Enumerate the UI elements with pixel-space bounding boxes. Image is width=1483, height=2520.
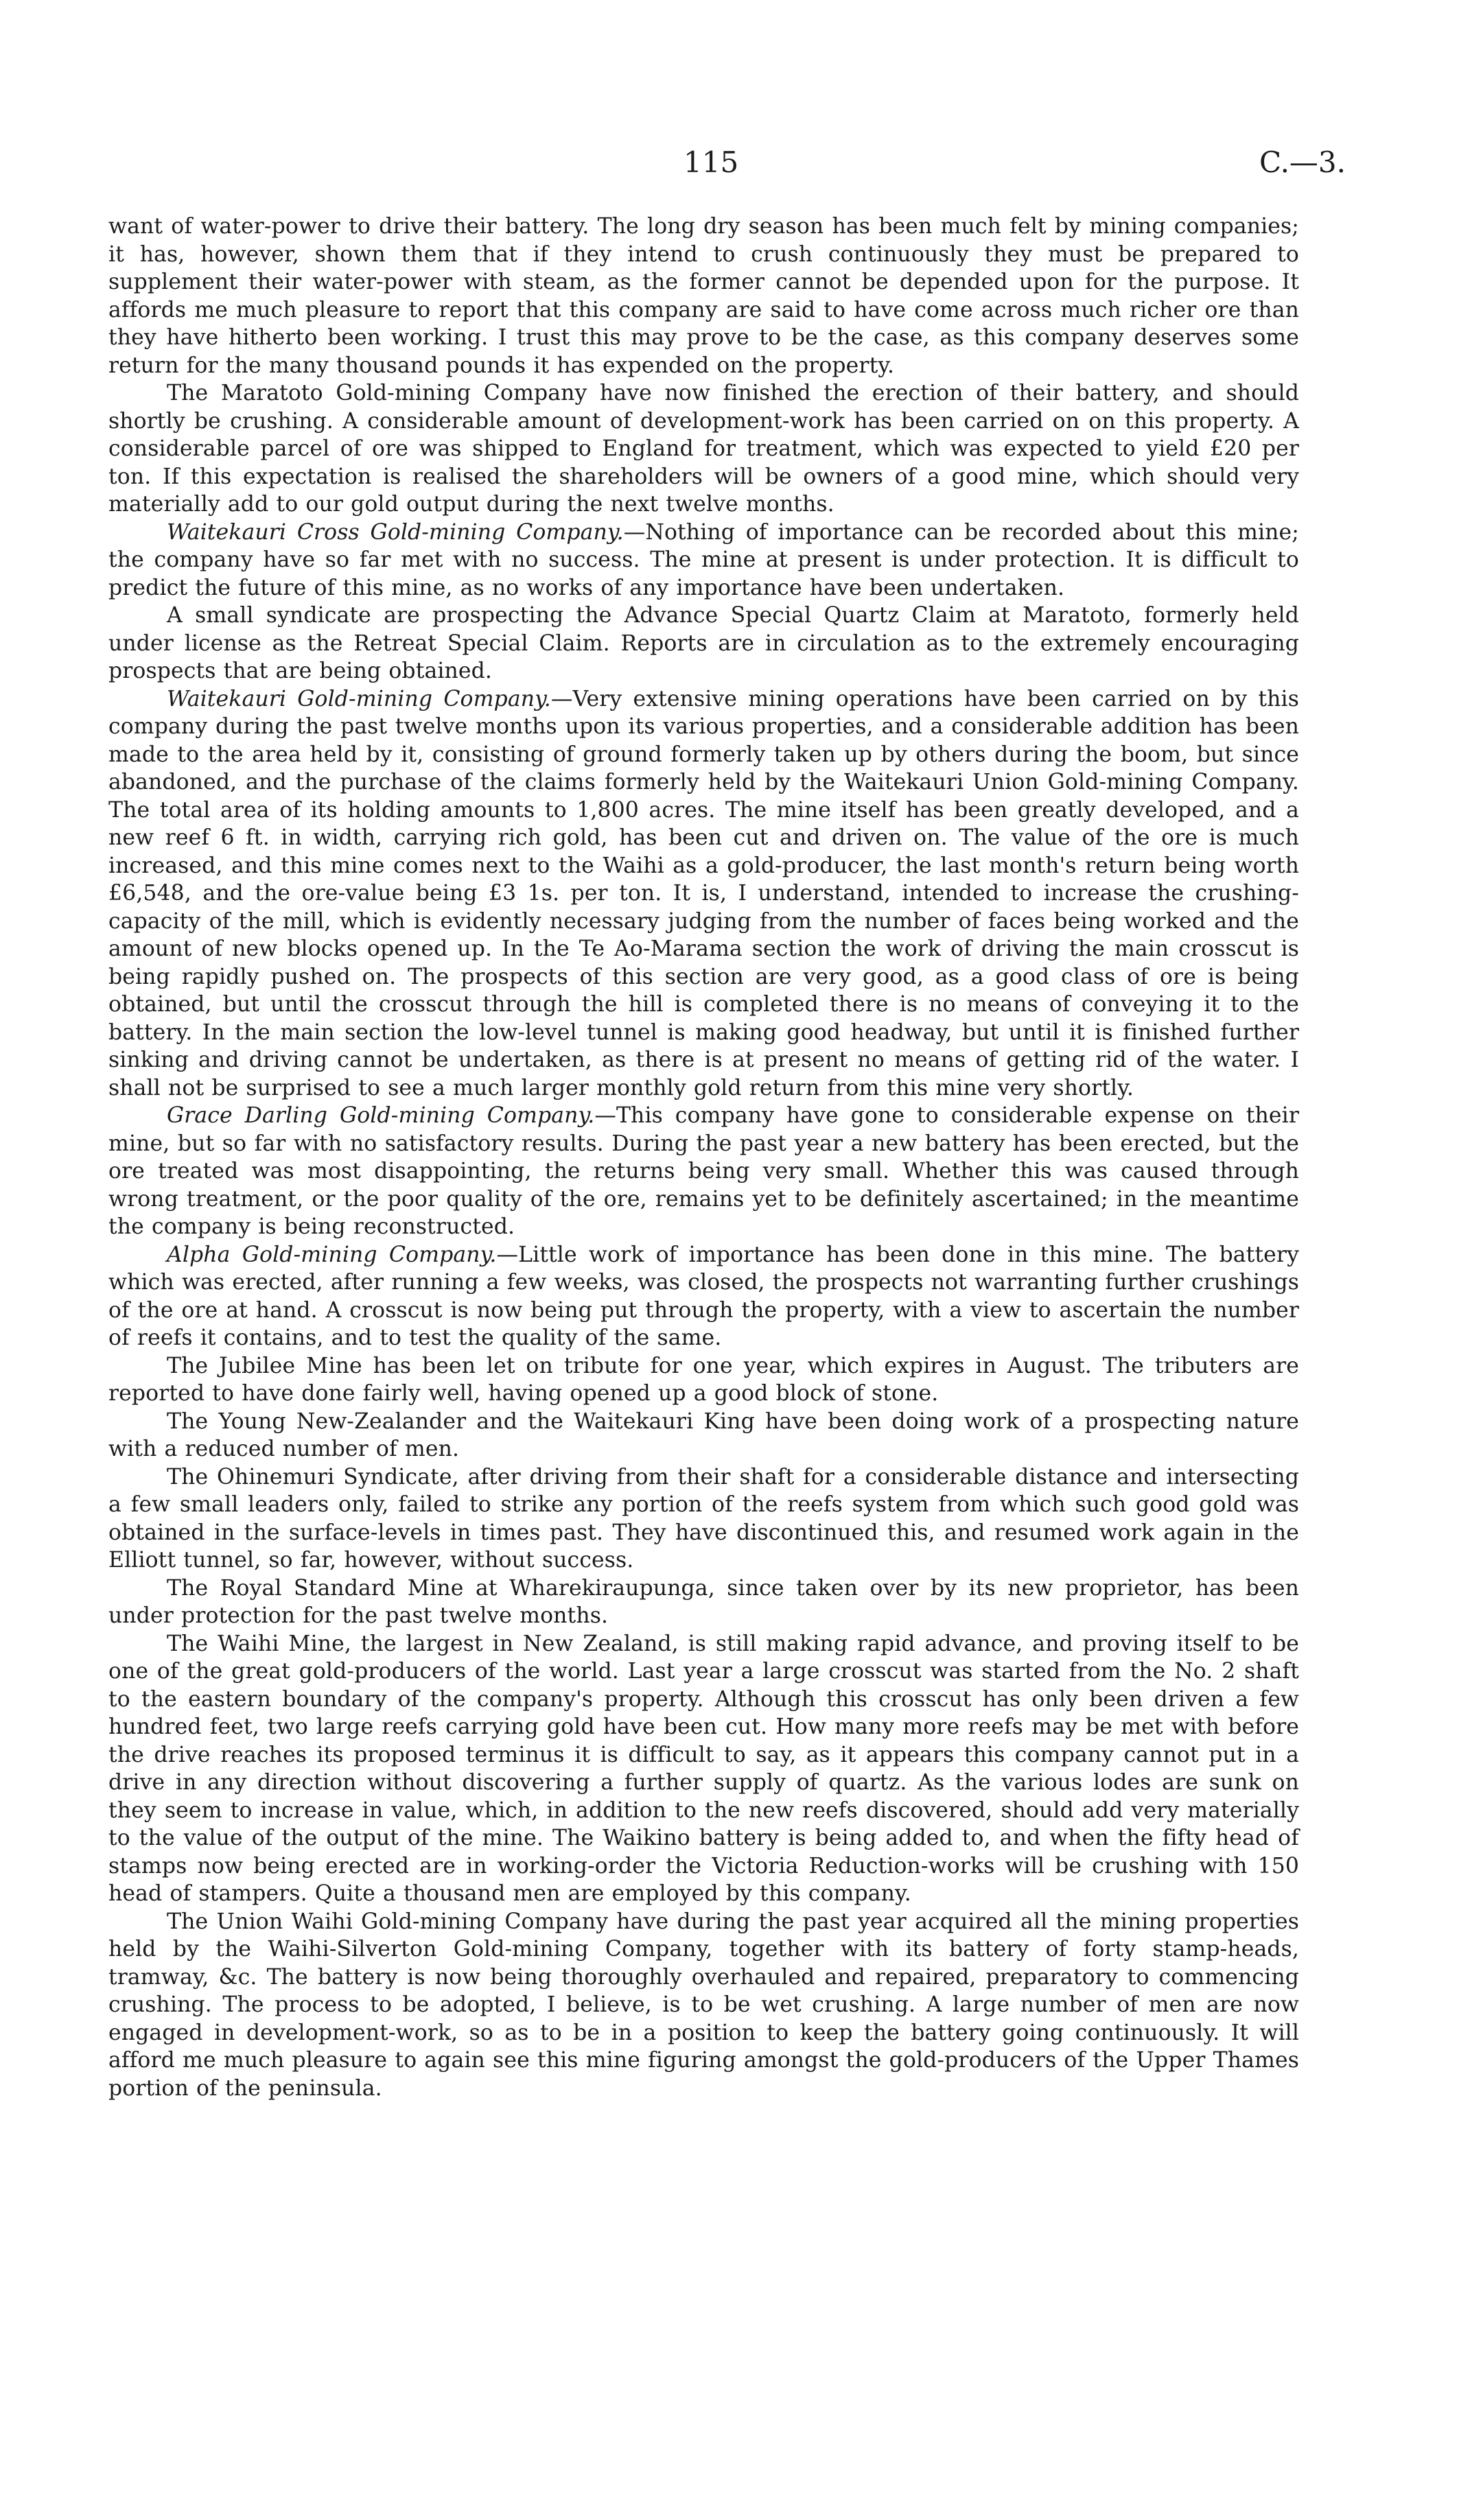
paragraph-text: The Jubilee Mine has been let on tribute for one year, which expires in August. The tributers are reported to have done fairly well, having opened up a good block of stone.	[108, 1353, 1299, 1406]
paragraph-text: The Union Waihi Gold-mining Company have during the past year acquired all the mining properties held by the Waihi-Silverton Gold-mining Company, together with its battery of forty stamp-heads, tramway, &c. The battery is now being thoroughly overhauled and repaired, preparatory to commencing crushing. The process to be adopted, I believe, is to be wet crushing. A large number of men are now engaged in development-work, so as to be in a position to keep the battery going continuously. It will afford me much pleasure to again see this mine figuring amongst the gold-producers of the Upper Thames portion of the peninsula.	[108, 1909, 1299, 2101]
paragraph	[108, 1352, 1299, 1408]
paragraph	[108, 213, 1299, 379]
paragraph-text: The Maratoto Gold-mining Company have now finished the erection of their battery, and should shortly be crushing. A considerable amount of development-work has been carried on on this property. A considerable parcel of ore was shipped to England for treatment, which was expected to yield £20 per ton. If this expectation is realised the shareholders will be owners of a good mine, which should very materially add to our gold output during the next twelve months.	[108, 381, 1299, 517]
paragraph-text: The Young New-Zealander and the Waitekauri King have been doing work of a prospecting nature with a reduced number of men.	[108, 1409, 1299, 1461]
paragraph-lead: Waitekauri Gold-mining Company.	[167, 686, 551, 711]
paragraph-text: want of water-power to drive their battery. The long dry season has been much felt by mining companies; it has, however, shown them that if they intend to crush continuously they must be prepared to supplement their water-power with steam, as the former cannot be depended upon for the purpose. It affords me much pleasure to report that this company are said to have come across much richer ore than they have hitherto been working. I trust this may prove to be the case, as this company deserves some return for the many thousand pounds it has expended on the property.	[108, 214, 1299, 378]
paragraph-text: —Very extensive mining operations have been carried on by this company during the past twelve months upon its various properties, and a considerable addition has been made to the area held by it, consisting of ground formerly taken up by others during the boom, but since abandoned, and the purchase of the claims formerly held by the Waitekauri Union Gold-mining Company. The total area of its holding amounts to 1,800 acres. The mine itself has been greatly developed, and a new reef 6 ft. in width, carrying rich gold, has been cut and driven on. The value of the ore is much increased, and this mine comes next to the Waihi as a gold-producer, the last month's return being worth £6,548, and the ore-value being £3 1s. per ton. It is, I understand, intended to increase the crushing-capacity of the mill, which is evidently necessary judging from the number of faces being worked and the amount of new blocks opened up. In the Te Ao-Marama section the work of driving the main crosscut is being rapidly pushed on. The prospects of this section are very good, as a good class of ore is being obtained, but until the crosscut through the hill is completed there is no means of conveying it to the battery. In the main section the low-level tunnel is making good headway, but until it is finished further sinking and driving cannot be undertaken, as there is at present no means of getting rid of the water. I shall not be surprised to see a much larger monthly gold return from this mine very shortly.	[108, 686, 1299, 1100]
paragraph	[108, 1408, 1299, 1463]
paragraph-text: The Royal Standard Mine at Wharekiraupunga, since taken over by its new proprietor, has been under protection for the past twelve months.	[108, 1575, 1299, 1628]
paragraph-text: A small syndicate are prospecting the Advance Special Quartz Claim at Maratoto, formerly held under license as the Retreat Special Claim. Reports are in circulation as to the extremely encouraging prospects that are being obtained.	[108, 603, 1299, 683]
paragraph-text: —This company have gone to considerable expense on their mine, but so far with no satisfactory results. During the past year a new battery has been erected, but the ore treated was most disappointing, the returns being very small. Whether this was caused through wrong treatment, or the poor quality of the ore, remains yet to be definitely ascertained; in the meantime the company is being reconstructed.	[108, 1103, 1299, 1239]
paragraph	[108, 602, 1299, 685]
paragraph	[108, 519, 1299, 602]
paragraph-text: The Waihi Mine, the largest in New Zealand, is still making rapid advance, and proving itself to be one of the great gold-producers of the world. Last year a large crosscut was started from the No. 2 shaft to the eastern boundary of the company's property. Although this crosscut has only been driven a few hundred feet, two large reefs carrying gold have been cut. How many more reefs may be met with before the drive reaches its proposed terminus it is difficult to say, as it appears this company cannot put in a drive in any direction without discovering a further supply of quartz. As the various lodes are sunk on they seem to increase in value, which, in addition to the new reefs discovered, should add very materially to the value of the output of the mine. The Waikino battery is being added to, and when the fifty head of stamps now being erected are in working-order the Victoria Reduction-works will be crushing with 150 head of stampers. Quite a thousand men are employed by this company.	[108, 1631, 1299, 1906]
paragraph-text: —Nothing of importance can be recorded about this mine; the company have so far met with no success. The mine at present is under protection. It is difficult to predict the future of this mine, as no works of any importance have been undertaken.	[108, 519, 1299, 600]
paragraph-lead: Grace Darling Gold-mining Company.	[167, 1103, 595, 1128]
page-number: 115	[684, 145, 739, 179]
paragraph	[108, 1630, 1299, 1908]
page-header	[0, 145, 1483, 187]
paragraph	[108, 379, 1299, 519]
paragraph	[108, 685, 1299, 1103]
paragraph-lead: Alpha Gold-mining Company.	[167, 1242, 497, 1267]
paragraph	[108, 1102, 1299, 1241]
document-reference: C.—3.	[1259, 145, 1346, 179]
paragraph	[108, 1241, 1299, 1352]
paragraph	[108, 1908, 1299, 2103]
report-body	[108, 213, 1299, 2102]
paragraph-lead: Waitekauri Cross Gold-mining Company.	[167, 519, 624, 545]
paragraph	[108, 1463, 1299, 1575]
paragraph-text: The Ohinemuri Syndicate, after driving from their shaft for a considerable distance and intersecting a few small leaders only, failed to strike any portion of the reefs system from which such good gold was obtained in the surface-levels in times past. They have discontinued this, and resumed work again in the Elliott tunnel, so far, however, without success.	[108, 1464, 1299, 1573]
paragraph-text: —Little work of importance has been done in this mine. The battery which was erected, after running a few weeks, was closed, the prospects not warranting further crushings of the ore at hand. A crosscut is now being put through the property, with a view to ascertain the number of reefs it contains, and to test the quality of the same.	[108, 1242, 1299, 1350]
paragraph	[108, 1575, 1299, 1630]
